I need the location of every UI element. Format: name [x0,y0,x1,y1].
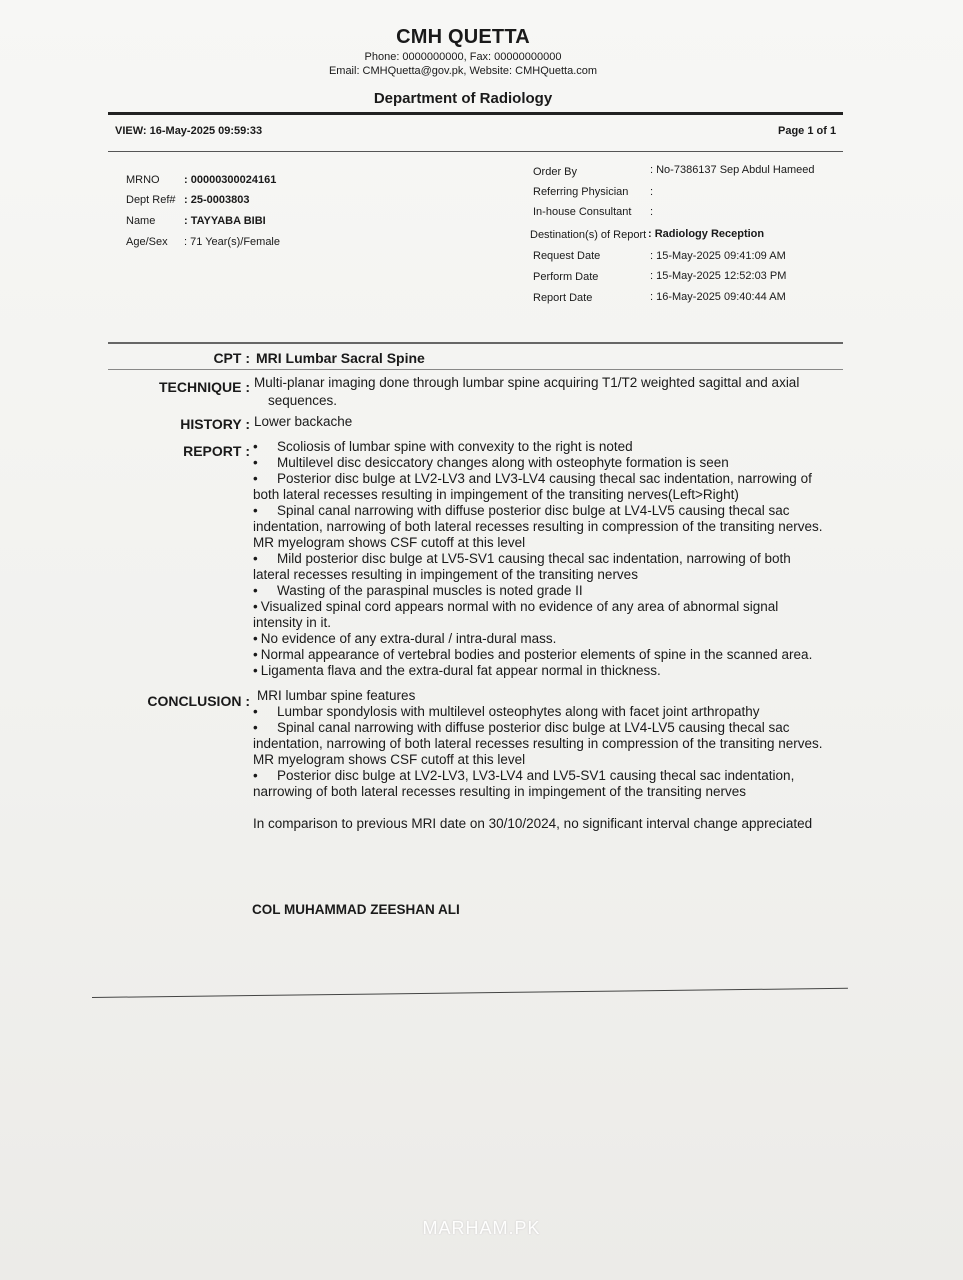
bullet-icon: • [253,439,258,454]
inhouse-consultant-label: In-house Consultant [533,206,632,218]
report-item: • No evidence of any extra-dural / intra-dural mass. [253,631,557,646]
bullet-icon: • [253,599,258,614]
conclusion-intro: MRI lumbar spine features [257,688,416,703]
report-label: REPORT : [183,443,250,459]
bullet-icon: • [253,455,258,470]
conclusion-label: CONCLUSION : [147,693,250,709]
bullet-icon: • [253,583,258,598]
page-number: Page 1 of 1 [778,125,837,137]
bullet-icon: • [253,768,258,783]
technique-line-1: Multi-planar imaging done through lumbar spine acquiring T1/T2 weighted sagittal and axial [254,375,800,390]
dept-ref-label: Dept Ref# [126,194,176,206]
view-timestamp: VIEW: 16-May-2025 09:59:33 [115,125,263,137]
hospital-name: CMH QUETTA [396,26,530,48]
report-findings [253,439,823,679]
comparison-note: In comparison to previous MRI date on 30/10/2024, no significant interval change appreciated [253,816,813,831]
report-date-label: Report Date [533,292,593,304]
bullet-icon: • [253,720,258,735]
report-date-value: : 16-May-2025 09:40:44 AM [650,291,786,303]
report-item: • Ligamenta flava and the extra-dural fat appear normal in thickness. [253,663,661,678]
conclusion-item: • Spinal canal narrowing with diffuse posterior disc bulge at LV4-LV5 causing thecal sac indentation, narrowing of both lateral recesses resulting in compression of the transiting nerves. MR myelogram shows CSF cutoff at this level [253,720,823,767]
contact-email: Email: CMHQuetta@gov.pk, Website: CMHQuetta.com [328,65,598,77]
request-date-value: : 15-May-2025 09:41:09 AM [650,250,786,262]
footer-divider [92,988,848,998]
age-sex-value: : 71 Year(s)/Female [184,236,280,248]
bullet-icon: • [253,503,258,518]
referring-physician-value: : [650,186,654,198]
cpt-value: MRI Lumbar Sacral Spine [256,350,425,366]
dept-ref-value: : 25-0003803 [184,194,250,206]
perform-date-label: Perform Date [533,271,599,283]
destination-label: Destination(s) of Report [530,229,647,241]
report-item: • Normal appearance of vertebral bodies and posterior elements of spine in the scanned area. [253,647,813,662]
bullet-icon: • [253,704,258,719]
report-item: • Visualized spinal cord appears normal with no evidence of any area of abnormal signal intensity in it. [253,599,779,630]
cpt-label: CPT : [213,350,250,366]
history-label: HISTORY : [180,416,250,432]
bullet-icon: • [253,647,258,662]
age-sex-label: Age/Sex [126,236,168,248]
bullet-icon: • [253,631,258,646]
request-date-label: Request Date [533,250,601,262]
name-value: : TAYYABA BIBI [184,215,266,227]
cpt-divider [108,369,843,370]
conclusion-item: • Lumbar spondylosis with multilevel osteophytes along with facet joint arthropathy [253,704,760,719]
history-value: Lower backache [254,414,353,429]
info-divider-bottom [108,342,843,344]
radiologist-signature: COL MUHAMMAD ZEESHAN ALI [252,902,460,917]
name-label: Name [126,215,156,227]
order-by-label: Order By [533,166,578,178]
conclusion-body [253,688,823,832]
referring-physician-label: Referring Physician [533,186,629,198]
report-item: • Spinal canal narrowing with diffuse posterior disc bulge at LV4-LV5 causing thecal sac indentation, narrowing of both lateral recesses resulting in compression of the transiting nerves. MR myelogram shows CSF cutoff at this level [253,503,823,550]
contact-phone: Phone: 0000000000, Fax: 00000000000 [364,51,562,63]
bullet-icon: • [253,471,258,486]
technique-label: TECHNIQUE : [159,379,250,395]
report-item: • Mild posterior disc bulge at LV5-SV1 causing thecal sac indentation, narrowing of both lateral recesses resulting in impingement of the transiting nerves [253,551,791,582]
mrno-label: MRNO [126,174,160,186]
report-item: • Posterior disc bulge at LV2-LV3 and LV3-LV4 causing thecal sac indentation, narrowing of both lateral recesses resulting in impingement of the transiting nerves(Left>Right) [253,471,812,502]
inhouse-consultant-value: : [650,206,654,218]
report-item: • Scoliosis of lumbar spine with convexity to the right is noted [253,439,633,454]
perform-date-value: : 15-May-2025 12:52:03 PM [650,270,787,282]
department-title: Department of Radiology [373,90,553,107]
header-divider [108,112,843,115]
bullet-icon: • [253,551,258,566]
report-item: • Multilevel disc desiccatory changes along with osteophyte formation is seen [253,455,729,470]
order-by-value: : No-7386137 Sep Abdul Hameed [650,164,815,176]
bullet-icon: • [253,663,258,678]
conclusion-item: • Posterior disc bulge at LV2-LV3, LV3-LV4 and LV5-SV1 causing thecal sac indentation, narrowing of both lateral recesses resulting in impingement of the transiting nerves [253,768,795,799]
mrno-value: : 00000300024161 [184,174,277,186]
destination-value: : Radiology Reception [648,228,765,240]
info-divider-top [108,151,843,152]
report-item: • Wasting of the paraspinal muscles is noted grade II [253,583,583,598]
technique-line-2: sequences. [268,393,338,408]
watermark: MARHAM.PK [422,1218,541,1238]
